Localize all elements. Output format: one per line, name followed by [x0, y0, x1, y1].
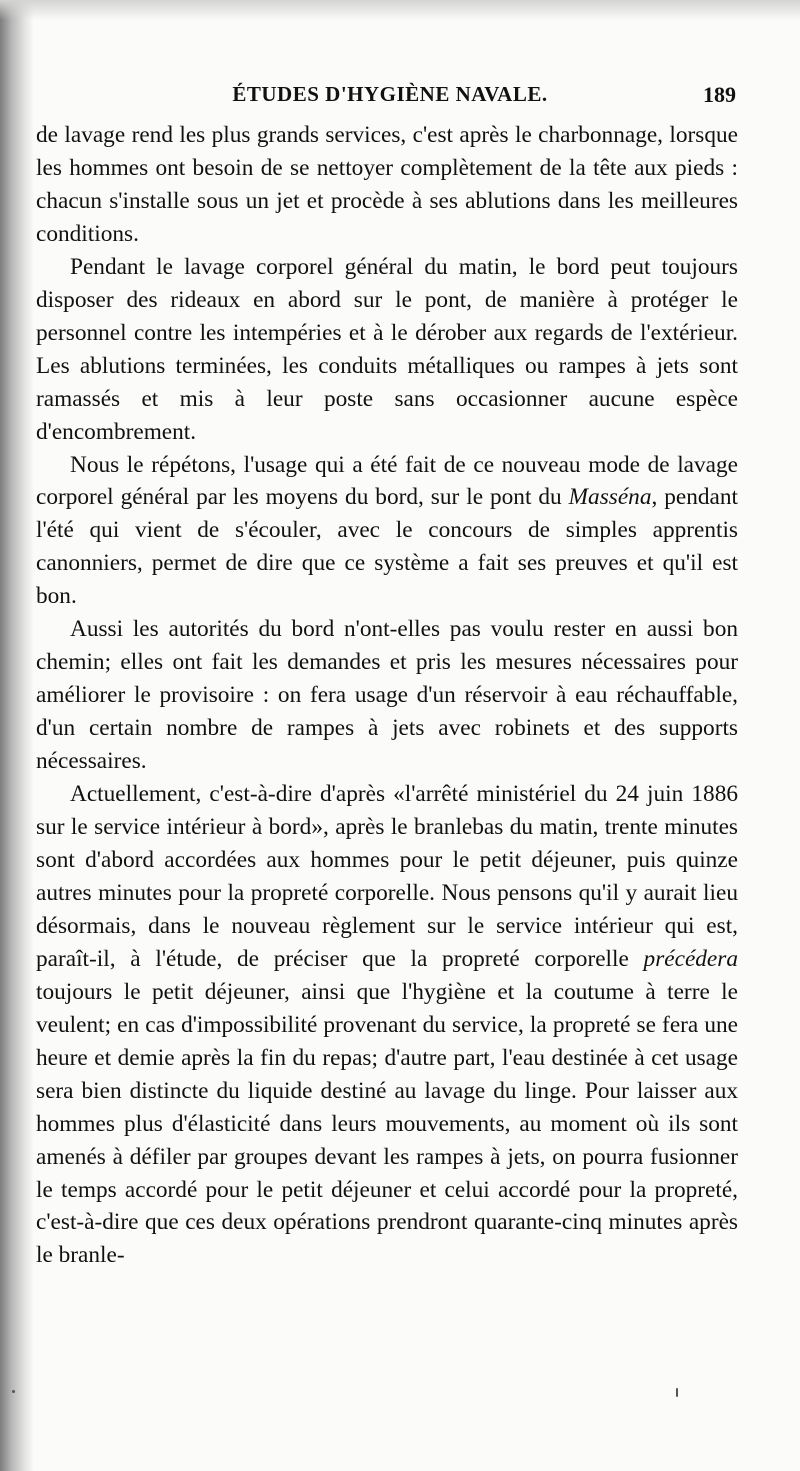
- scan-shadow-left: [0, 0, 34, 1471]
- paragraph-text: Aussi les autorités du bord n'ont-elles pas voulu rester en aussi bon chemin; elles ont fait les demandes et pris les mesures nécessaires pour améliorer le provisoire : on fera usage d'un réservoir à eau réchauffable, d'un certain nombre de rampes à jets avec robinets et des supports nécessaires.: [36, 616, 738, 775]
- paragraph-text: toujours le petit déjeuner, ainsi que l'hygiène et la coutume à terre le veulent; en cas d'impossibilité provenant du service, la propreté se fera une heure et demie après la fin du repas; d'autre part, l'eau destinée à cet usage sera bien distincte du liquide destiné au lavage du linge. Pour laisser aux hommes plus d'élasticité dans leurs mouvements, au moment où ils sont amenés à défiler par groupes devant les rampes à jets, on pourra fusionner le temps accordé pour le petit déjeuner et celui accordé pour la propreté, c'est-à-dire que ces deux opérations prendront quarante-cinq minutes après le branle-: [36, 978, 738, 1269]
- running-title: ÉTUDES D'HYGIÈNE NAVALE.: [232, 82, 548, 106]
- scan-speck: [676, 1388, 678, 1397]
- paragraph-text: Pendant le lavage corporel général du matin, le bord peut toujours disposer des rideaux en abord sur le pont, de manière à protéger le personnel contre les intempéries et à le dérober aux regards de l'extérieur. Les ablutions terminées, les conduits métalliques ou rampes à jets sont ramassés et mis à leur poste sans occasionner aucune espèce d'encombrement.: [36, 253, 738, 445]
- paragraph-text: , pendant l'été qui vient de s'écouler, avec le concours de simples apprentis canonniers, permet de dire que ce système a fait ses preuves et qu'il est bon.: [36, 484, 738, 610]
- paragraph: [36, 613, 738, 778]
- italic-text: précédera: [643, 945, 738, 972]
- paragraph-text: de lavage rend les plus grands services, c'est après le charbonnage, lorsque les hommes ont besoin de se nettoyer complètement de la tête aux pieds : chacun s'installe sous un jet et procède à ses ablutions dans les meilleures conditions.: [36, 122, 738, 247]
- paragraph: [36, 778, 738, 1272]
- scan-shadow-top: [0, 0, 800, 20]
- paragraph: [36, 449, 738, 614]
- body-text: [36, 119, 738, 1272]
- page-number: 189: [703, 82, 736, 107]
- scan-speck: [12, 1390, 15, 1393]
- paragraph: [36, 251, 738, 449]
- paragraph-text: Actuellement, c'est-à-dire d'après «l'arrêté ministériel du 24 juin 1886 sur le service intérieur à bord», après le branlebas du matin, trente minutes sont d'abord accordées aux hommes pour le petit déjeuner, puis quinze autres minutes pour la propreté corporelle. Nous pensons qu'il y aurait lieu désormais, dans le nouveau règlement sur le service intérieur qui est, paraît-il, à l'étude, de préciser que la propreté corporelle: [36, 781, 738, 972]
- paragraph: [36, 119, 738, 251]
- page-header: [40, 78, 740, 112]
- italic-text: Masséna: [568, 484, 652, 511]
- paragraph-text: Nous le répétons, l'usage qui a été fait de ce nouveau mode de lavage corporel général par les moyens du bord, sur le pont du: [36, 451, 738, 511]
